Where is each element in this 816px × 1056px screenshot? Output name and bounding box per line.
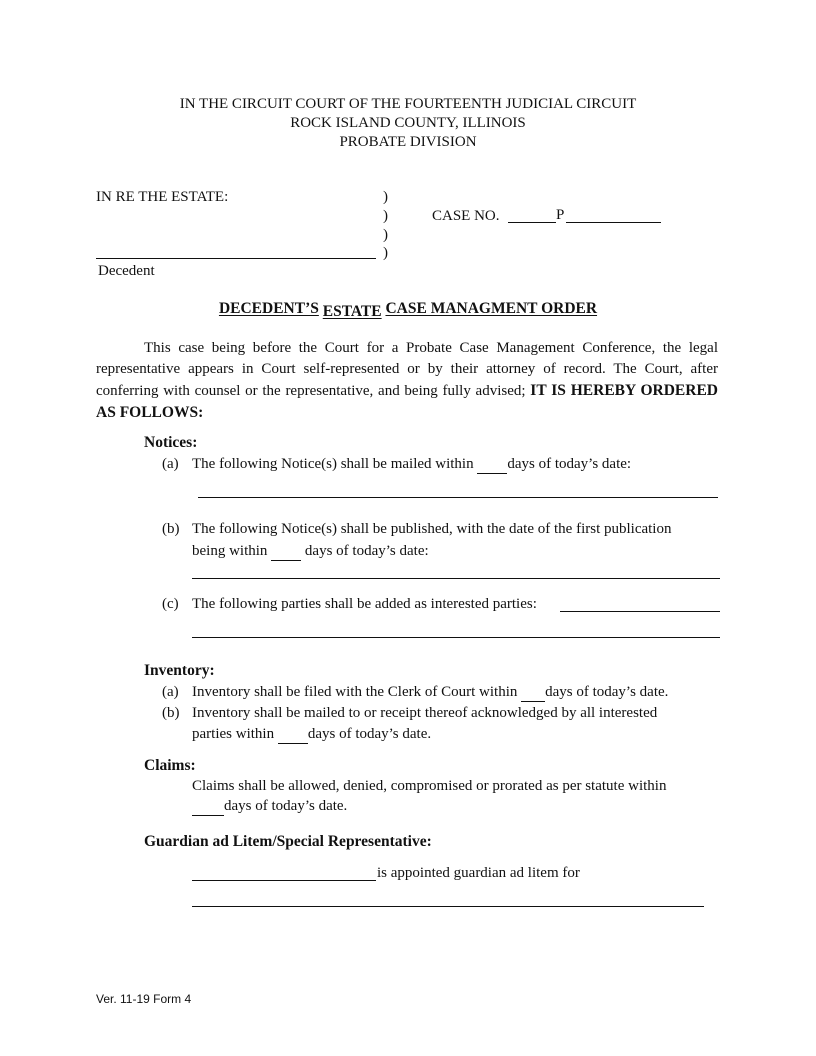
guardian-text: is appointed guardian ad litem for [377,865,580,881]
inventory-b-line2 [192,726,431,744]
notices-a-days-blank[interactable] [477,456,507,474]
inventory-a-text [192,684,668,702]
intro-text: This case being before the Court for a Probate Case Management Conference, the legal representative appears in Court self-represented or by their attorney of record. The Court, after conferring with counsel or the representative, and being fully advised; [96,340,718,399]
case-no-blank-prefix[interactable] [508,222,556,223]
claims-heading: Claims: [144,757,196,774]
case-no-p: P [556,207,565,223]
caption-paren-4: ) [383,245,388,261]
claims-line2 [192,798,347,816]
order-title-part2: ESTATE [322,303,382,320]
notices-b-days-blank[interactable] [271,543,301,561]
inventory-a-before: Inventory shall be filed with the Clerk of Court within [192,684,522,700]
intro-ordered-text: IT IS HEREBY ORDERED AS FOLLOWS: [96,382,718,421]
notices-c-blank-inline[interactable] [560,611,720,612]
case-no-label: CASE NO. [432,208,500,224]
caption-paren-3: ) [383,227,388,243]
guardian-heading: Guardian ad Litem/Special Representative: [144,833,432,850]
claims-line2-after: days of today’s date. [224,798,348,814]
inventory-b-line2-after: days of today’s date. [307,726,432,742]
estate-name-blank[interactable] [96,258,376,259]
caption-paren-1: ) [383,189,388,205]
guardian-name-blank[interactable] [192,880,376,881]
order-title-part1: DECEDENT’S [218,300,319,317]
notices-b-answer-line[interactable] [192,578,720,579]
decedent-label: Decedent [98,263,155,279]
notices-c-text: The following parties shall be added as interested parties: [192,596,537,612]
notices-c-answer-line[interactable] [192,637,720,638]
inventory-a-marker: (a) [162,684,179,700]
notices-b-line2-after: days of today’s date: [301,543,429,559]
notices-c-marker: (c) [162,596,179,612]
intro-paragraph [96,338,718,424]
footer-version: Ver. 11-19 Form 4 [96,992,192,1006]
court-county-line: ROCK ISLAND COUNTY, ILLINOIS [290,115,526,131]
inventory-heading: Inventory: [144,662,215,679]
notices-a-answer-line[interactable] [198,497,718,498]
inventory-b-marker: (b) [162,705,180,721]
notices-heading: Notices: [144,434,198,451]
court-name-line1: IN THE CIRCUIT COURT OF THE FOURTEENTH JUDICIAL CIRCUIT [179,96,637,112]
court-division-line: PROBATE DIVISION [339,134,477,150]
case-no-blank-number[interactable] [566,222,661,223]
inventory-b-days-blank[interactable] [278,726,308,744]
inventory-b-line2-before: parties within [192,726,278,742]
claims-days-blank[interactable] [192,798,224,816]
notices-b-line1: The following Notice(s) shall be published, with the date of the first publication [192,521,672,537]
caption-paren-2: ) [383,208,388,224]
order-title-part3: CASE MANAGMENT ORDER [385,300,598,317]
notices-b-marker: (b) [162,521,180,537]
notices-b-line2 [192,543,429,561]
inventory-a-days-blank[interactable] [521,684,545,702]
notices-a-text-after: days of today’s date: [507,456,632,472]
guardian-for-blank[interactable] [192,906,704,907]
claims-line1: Claims shall be allowed, denied, compromised or prorated as per statute within [192,778,667,794]
notices-b-line2-before: being within [192,543,272,559]
notices-a-text [192,456,631,474]
order-title [0,300,816,318]
inventory-a-after: days of today’s date. [545,684,669,700]
in-re-estate-label: IN RE THE ESTATE: [96,189,229,205]
inventory-b-line1: Inventory shall be mailed to or receipt thereof acknowledged by all interested [192,705,658,721]
notices-a-marker: (a) [162,456,179,472]
notices-a-text-before: The following Notice(s) shall be mailed within [192,456,478,472]
